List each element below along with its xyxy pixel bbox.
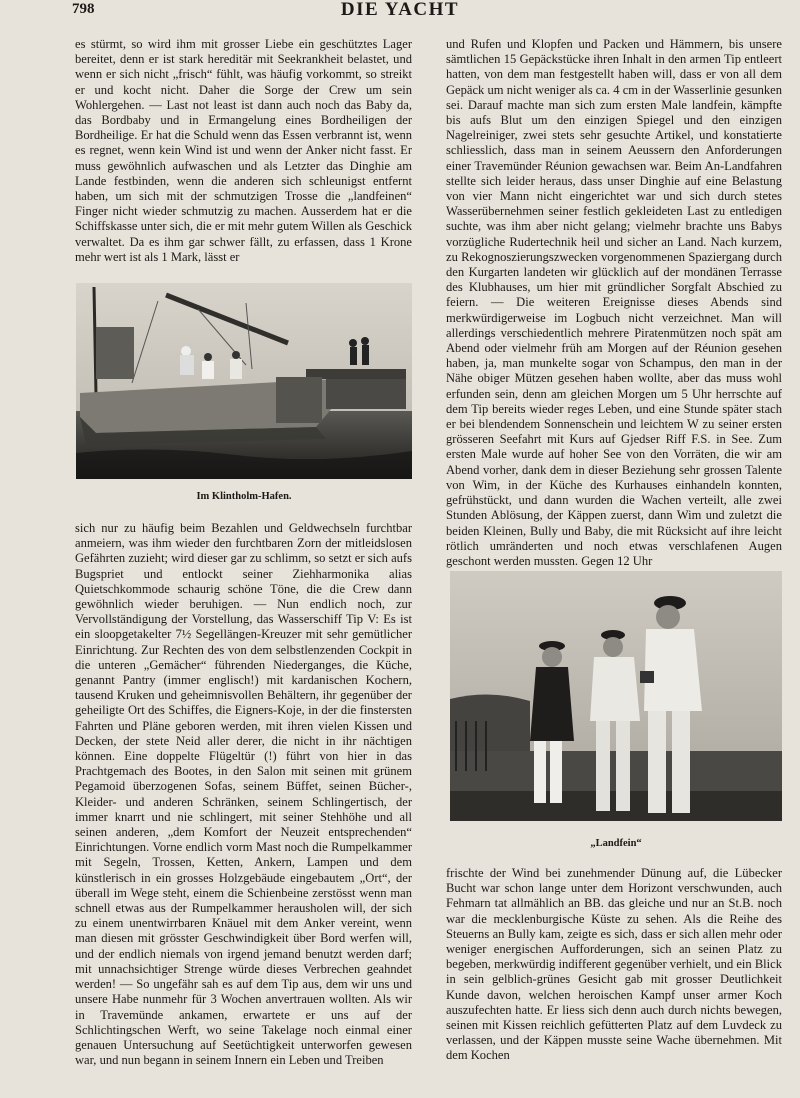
running-head: DIE YACHT	[340, 0, 460, 20]
crew-photo	[450, 571, 782, 821]
left-column-top	[75, 37, 412, 265]
crew-photo-image	[450, 571, 782, 821]
right-column-top	[446, 37, 782, 569]
harbor-photo-caption: Im Klintholm-Hafen.	[196, 491, 292, 502]
right-column-bottom	[446, 866, 782, 1064]
crew-photo-caption: „Landfein“	[590, 838, 642, 849]
paragraph: frischte der Wind bei zunehmender Dünung auf, die Lübecker Bucht war schon lange unter dem Horizont verschwunden, auch Fehmarn tat allmählich an BB. das gleiche und nur an St.B. noch war die mecklenburgische Küste zu sehen. Als die Reihe des Steuerns an Bully kam, zeigte es sich, dass er sich allen mehr oder weniger energischen Aufforderungen, sich an seinen Platz zu begeben, merkwürdig indifferent gegenüber verhielt, und ein Blick in sein gelblich-grünes Gesicht gab mit grosser Deutlichkeit Kunde davon, welchen heroischen Kampf unser armer Koch auszufechten hatte. Er liess sich denn auch durch nichts bewegen, seinen mit Kissen reichlich gefütterten Platz auf dem Luvdeck zu verlassen, und der Käppen musste seine Wache übernehmen. Mit dem Kochen	[446, 866, 782, 1063]
harbor-photo-image	[76, 283, 412, 479]
paragraph: es stürmt, so wird ihm mit grosser Liebe ein geschütztes Lager bereitet, denn er ist stark hereditär mit Seekrankheit belastet, und wenn er sich nicht „frisch“ fühlt, was häufig vorkommt, so streikt er und kocht nicht. Daher die Sorge der Crew um sein Wohlergehen. — Last not least ist dann auch noch das Baby da, das Bordbaby und in Ermangelung eines Bordheiligen der Bordheilige. Er hat die Schuld wenn das Essen verbrannt ist, wenn es regnet, wenn kein Wind ist und wenn der Anker nicht fasst. Er muss gewöhnlich aufwaschen und als Letzter das Dinghie am Lande festbinden, wenn die anderen sich schleunigst entfernt haben, um sich mit der schmutzigen Trosse die „landfeinen“ Finger nicht wieder schmutzig zu machen. Ausserdem hat er die Schiffskasse unter sich, die er mit mehr gutem Willen als Geschick verwaltet. Da es ihm gar schwer fällt, zu erfassen, dass 1 Krone mehr wert ist als 1 Mark, lässt er	[75, 37, 412, 264]
harbor-photo	[76, 283, 412, 479]
paragraph: und Rufen und Klopfen und Packen und Hämmern, bis unsere sämtlichen 15 Gepäckstücke ihren Inhalt in den armen Tip entleert hatten, von dem man festgestellt haben will, dass er von all dem Gepäck um nicht weniger als ca. 4 cm in der Wasserlinie gesunken sei. Darauf machte man sich zum ersten Male landfein, kämpfte bis aufs Blut um den einzigen Spiegel und den einzigen Nagelreiniger, zwei stets sehr gesuchte Artikel, und konstatierte schliesslich, dass man in seinem Aeussern den Anforderungen einer Travemünder Réunion gewachsen war. Beim An-Landfahren stellte sich leider heraus, dass unser Dinghie auf eine Belastung von vier Mann nicht eingerichtet war und sich durch stetes Wasserübernehmen seiner festlich gekleideten Last zu entledigen suchte, was ihm aber nicht gelang; vielmehr brachte uns Babys vorzügliche Rudertechnik heil und sicher an Land. Nach kurzem, zu Rekognoszierungszwecken vorgenommenen Spaziergang durch den Kurgarten landeten wir glücklich auf der mondänen Terrasse des Klubhauses, um hier mit gründlicher Sorgfalt Abschied zu feiern. — Die weiteren Ereignisse dieses Abends sind merkwürdigerweise im Logbuch nicht verzeichnet. Man will allerdings verschiedentlich mehrere Piratenmützen noch spät am Abend oder vielmehr früh am Morgen auf der Réunion gesehen haben, ja, man munkelte sogar von Schampus, den man in der Nähe obiger Mützen gesehen haben wollte, aber das muss wohl erfunden sein, denn am gleichen Morgen um 5 Uhr herrschte auf dem Tip bereits wieder reges Leben, und eine Stunde später stach er bei blendendem Sonnenschein und leichtem W zu seiner ersten grösseren Seefahrt mit Kurs auf Gjedser Riff F.S. in See. Zum ersten Male wurde auf hoher See von den Vorräten, die wir am Abend vorher, dank dem in dieser Beziehung sehr grossen Talente von Wim, in der Küche des Kurhauses einhandeln konnten, gefrühstückt, und dann wurden die Wachen verteilt, alle zwei Stunden Ablösung, der Käppen zuerst, dann Wim und zuletzt die beiden Kleinen, Bully und Baby, die mit Rücksicht auf ihre leicht rötlich umränderten und noch etwas verschlafenen Augen geschont werden mussten. Gegen 12 Uhr	[446, 37, 782, 568]
left-column-bottom	[75, 521, 412, 1068]
page-number: 798	[72, 1, 95, 17]
paragraph: sich nur zu häufig beim Bezahlen und Geldwechseln furchtbar anmeiern, was ihm wieder den furchtbaren Zorn der mitleidslosen Gefährten zuzieht; wird dieser gar zu schlimm, so setzt er sich aufs Bugspriet und entlockt seiner Ziehharmonika alias Quietschkommode schaurig schöne Töne, die die Crew dann gewöhnlich wieder beruhigen. — Nun endlich noch, zur Vervollständigung der Vorstellung, das Wasserschiff Tip V: Es ist ein sloopgetakelter 7½ Segellängen-Kreuzer mit sehr gemütlicher Einrichtung. Zur Rechten des von dem selbstlenzenden Cockpit in die unteren „Gemächer“ führenden Niederganges, die Küche, genannt Pantry (immer englisch!) mit kardanischen Kochern, tausend Kruken und geheimnisvollen Behältern, ihr gegenüber der geheiligte Ort des Schiffes, die Eigners-Koje, in der die finstersten Fahrten und Pläne geboren werden, mit ihren vielen Kissen und Decken, der stete Neid aller derer, die nicht in ihr nächtigen können. Eine doppelte Flügeltür (!) führt von hier in das Prachtgemach des Bootes, in den Salon mit seinen mit grünem Pegamoid überzogenen Sofas, seinem Büffet, seinen Bücher-, Kleider- und anderen Schränken, seinem Schlingertisch, der immer knarrt und nie schlingert, mit seiner Stehhöhe und all seinen anderen, „dem Komfort der Neuzeit entsprechenden“ Einrichtungen. Vorne endlich vorm Mast noch die Rumpelkammer mit Segeln, Trossen, Ketten, Ankern, Lampen und dem künstlerisch in ein grosses Holzgebäude eingebautem „Ort“, der überall im Wege steht, einem die Schienbeine zerstösst wenn man schnell etwas aus der Rumpelkammer herausholen will, der sich zu einem unentwirrbaren Knäuel mit dem Anker vereint, wenn man diesen mit grösster Geschwindigkeit über Bord werfen will, und der endlich niemals von irgend jemand benutzt werden darf; mit unnachsichtiger Strenge würde dieses Verbrechen geahndet werden! — So ungefähr sah es auf dem Tip aus, dem wir uns und unsere Habe nunmehr für 3 Wochen anvertrauen wollten. Als wir in Travemünde ankamen, erwartete er uns auf der Schlichtingschen Werft, wo seine Takelage noch einmal einer genauen Untersuchung auf Seetüchtigkeit unterworfen gewesen war, und nun begann in seinem Innern ein Leben und Treiben	[75, 521, 412, 1068]
